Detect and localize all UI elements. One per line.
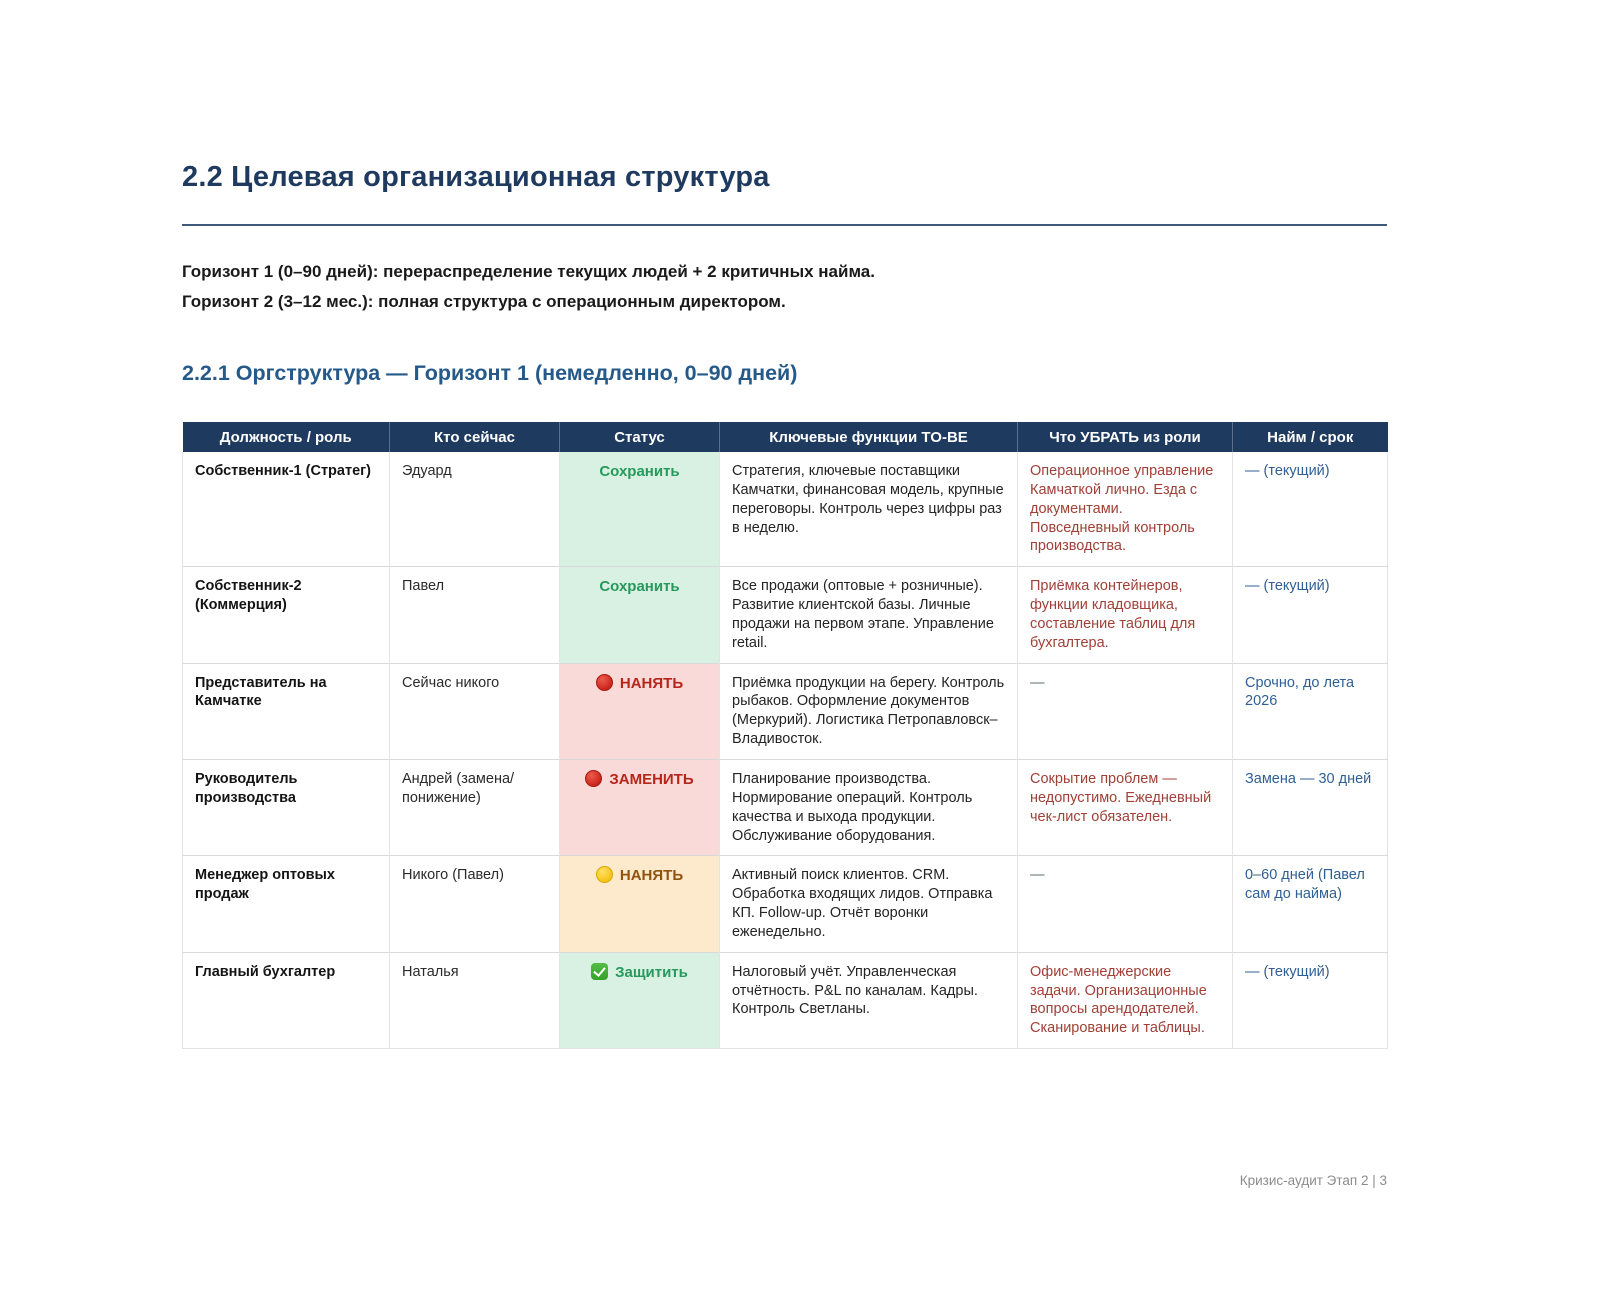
remove-cell	[1018, 663, 1233, 759]
hiring-text: — (текущий)	[1245, 963, 1330, 980]
functions-text: Стратегия, ключевые поставщики Камчатки, финансовая модель, крупные переговоры. Контроль через цифры раз в неделю.	[732, 463, 1004, 536]
status-label: Сохранить	[599, 463, 680, 480]
title-divider	[182, 224, 1387, 226]
yellow-circle-icon	[596, 866, 613, 883]
header-status: Статус	[560, 422, 720, 452]
check-icon	[591, 963, 608, 980]
section-title: 2.2.1 Оргструктура — Горизонт 1 (немедленно, 0–90 дней)	[182, 361, 798, 385]
remove-text: Офис-менеджерские задачи. Организационные вопросы арендодателей. Сканирование и таблицы.	[1030, 963, 1207, 1037]
remove-cell	[1018, 856, 1233, 952]
role-cell	[183, 856, 390, 952]
functions-text: Планирование производства. Нормирование операций. Контроль качества и выхода продукции. Обслуживание оборудования.	[732, 770, 973, 844]
remove-text: Приёмка контейнеров, функции кладовщика, составление таблиц для бухгалтера.	[1030, 578, 1196, 651]
who-cell	[390, 663, 560, 759]
status-label: Сохранить	[599, 578, 680, 596]
hiring-cell	[1233, 452, 1388, 567]
role-text: Менеджер оптовых продаж	[195, 867, 335, 903]
role-cell	[183, 663, 390, 759]
who-cell	[390, 759, 560, 855]
table-row	[183, 663, 1388, 759]
role-cell	[183, 952, 390, 1048]
status-label: ЗАМЕНИТЬ	[609, 770, 694, 788]
table-header-row	[183, 422, 1388, 452]
remove-cell	[1018, 452, 1233, 567]
header-remove: Что УБРАТЬ из роли	[1018, 422, 1233, 452]
functions-cell	[720, 452, 1018, 567]
status-cell	[560, 759, 720, 855]
role-text: Собственник-1 (Стратег)	[195, 463, 372, 479]
remove-text: Операционное управление Камчаткой лично. Езда с документами. Повседневный контроль производства.	[1030, 463, 1214, 555]
functions-cell	[720, 759, 1018, 855]
hiring-cell	[1233, 952, 1388, 1048]
role-text: Собственник-2 (Коммерция)	[195, 578, 302, 614]
who-cell	[390, 952, 560, 1048]
hiring-cell	[1233, 567, 1388, 663]
header-role: Должность / роль	[183, 422, 390, 452]
page-title: 2.2 Целевая организационная структура	[182, 161, 770, 193]
role-text: Главный бухгалтер	[195, 963, 336, 980]
hiring-text: Срочно, до лета 2026	[1245, 674, 1355, 710]
status-label: НАНЯТЬ	[619, 867, 684, 885]
who-cell	[390, 567, 560, 663]
hiring-text: — (текущий)	[1245, 463, 1330, 479]
remove-cell	[1018, 567, 1233, 663]
functions-cell	[720, 567, 1018, 663]
role-cell	[183, 567, 390, 663]
role-text: Представитель на Камчатке	[195, 674, 327, 710]
status-cell	[560, 856, 720, 952]
who-text: Никого (Павел)	[402, 867, 504, 884]
who-text: Эдуард	[402, 463, 452, 479]
functions-text: Приёмка продукции на берегу. Контроль рыбаков. Оформление документов (Меркурий). Логистика Петропавловск–Владивосток.	[732, 674, 1005, 748]
red-circle-icon	[596, 674, 613, 691]
intro-line-2: Горизонт 2 (3–12 мес.): полная структура с операционным директором.	[182, 292, 786, 311]
who-text: Наталья	[402, 963, 459, 980]
functions-text: Налоговый учёт. Управленческая отчётность. P&L по каналам. Кадры. Контроль Светланы.	[732, 963, 978, 1018]
status-cell	[560, 663, 720, 759]
header-who: Кто сейчас	[390, 422, 560, 452]
header-functions: Ключевые функции TO-BE	[720, 422, 1018, 452]
role-cell	[183, 759, 390, 855]
intro-line-1: Горизонт 1 (0–90 дней): перераспределение текущих людей + 2 критичных найма.	[182, 262, 875, 281]
remove-text: —	[1030, 674, 1045, 691]
hiring-text: 0–60 дней (Павел сам до найма)	[1245, 867, 1365, 903]
hiring-cell	[1233, 663, 1388, 759]
table-row	[183, 452, 1388, 567]
functions-text: Активный поиск клиентов. CRM. Обработка входящих лидов. Отправка КП. Follow-up. Отчёт воронки еженедельно.	[732, 867, 993, 940]
footer-page-label: Кризис-аудит Этап 2 | 3	[1239, 1173, 1387, 1188]
hiring-text: Замена — 30 дней	[1245, 770, 1372, 787]
table-row	[183, 759, 1388, 855]
who-cell	[390, 452, 560, 567]
page-content	[182, 161, 1387, 1049]
who-cell	[390, 856, 560, 952]
who-text: Павел	[402, 578, 445, 595]
role-cell	[183, 452, 390, 567]
org-structure-table	[182, 422, 1388, 1049]
status-cell	[560, 952, 720, 1048]
status-label: НАНЯТЬ	[619, 674, 684, 692]
red-circle-icon	[585, 770, 602, 787]
table-row	[183, 952, 1388, 1048]
org-table-body	[183, 452, 1388, 1049]
status-cell	[560, 567, 720, 663]
who-text: Андрей (замена/понижение)	[402, 770, 515, 806]
role-text: Руководитель производства	[195, 770, 298, 806]
table-row	[183, 856, 1388, 952]
functions-cell	[720, 856, 1018, 952]
hiring-cell	[1233, 759, 1388, 855]
remove-cell	[1018, 952, 1233, 1048]
header-hiring: Найм / срок	[1233, 422, 1388, 452]
hiring-text: — (текущий)	[1245, 578, 1330, 595]
table-row	[183, 567, 1388, 663]
remove-cell	[1018, 759, 1233, 855]
functions-text: Все продажи (оптовые + розничные). Развитие клиентской базы. Личные продажи на первом этапе. Управление retail.	[732, 578, 994, 651]
functions-cell	[720, 663, 1018, 759]
status-label: Защитить	[615, 963, 688, 981]
remove-text: Сокрытие проблем — недопустимо. Ежедневный чек-лист обязателен.	[1030, 770, 1212, 825]
remove-text: —	[1030, 867, 1045, 884]
status-cell	[560, 452, 720, 567]
hiring-cell	[1233, 856, 1388, 952]
intro-block	[182, 257, 1387, 317]
functions-cell	[720, 952, 1018, 1048]
who-text: Сейчас никого	[402, 674, 500, 691]
